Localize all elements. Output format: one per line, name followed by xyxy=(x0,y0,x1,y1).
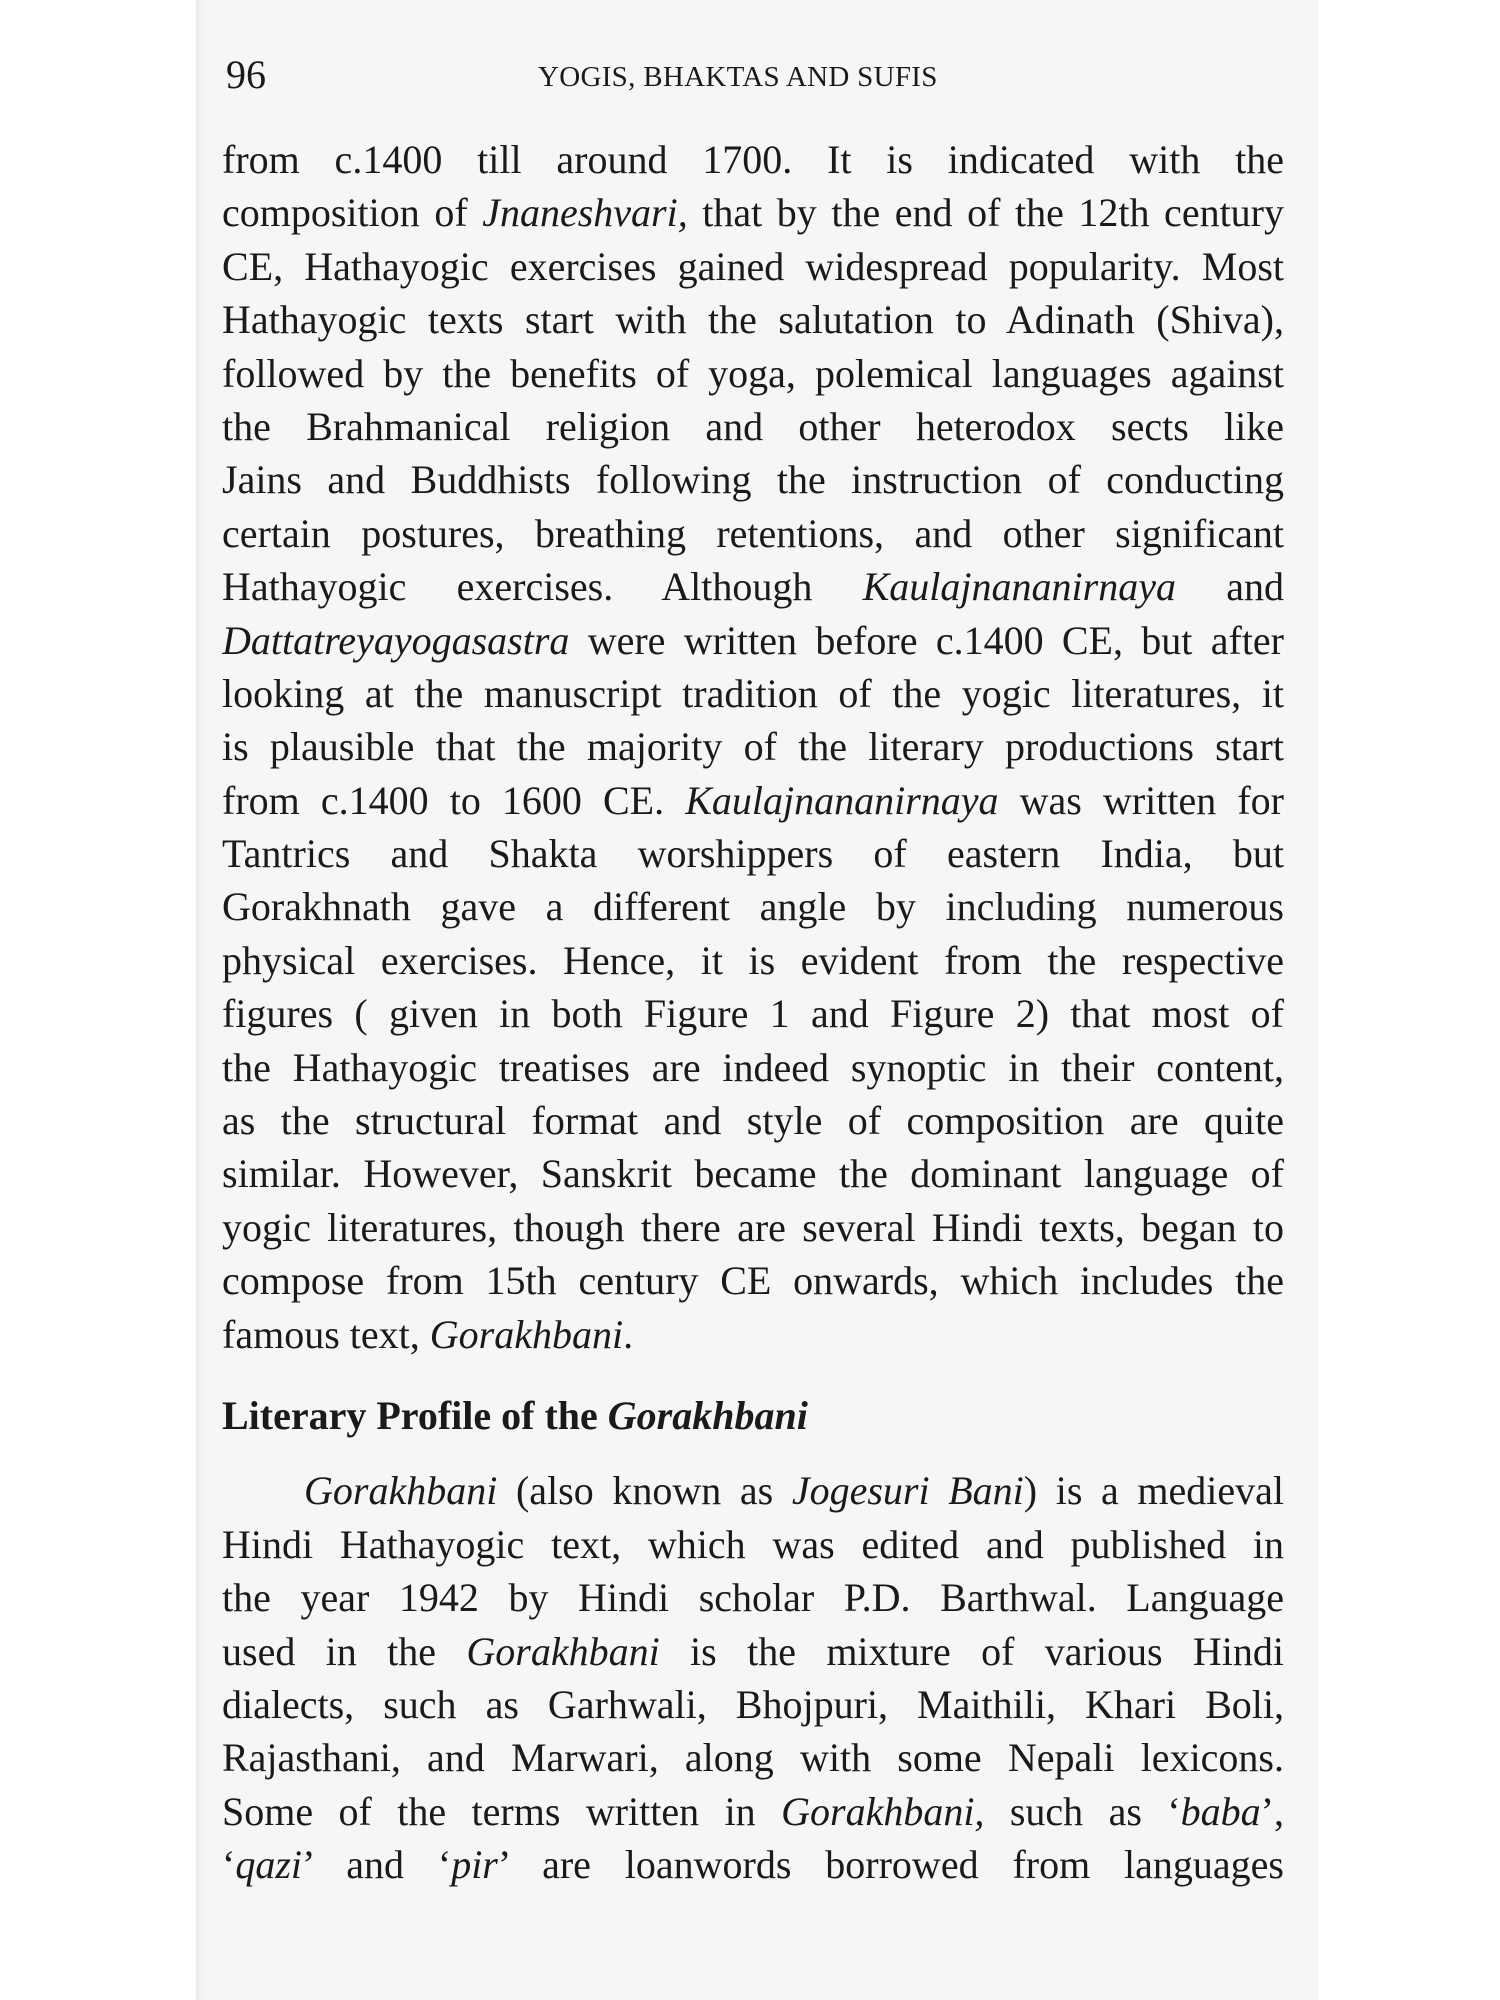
running-head xyxy=(226,50,1282,100)
text-line xyxy=(222,880,1284,933)
text-run: Tantrics and Shakta worshippers of eastern India, but xyxy=(222,831,1284,877)
text-line xyxy=(222,560,1284,613)
text-line xyxy=(222,614,1284,667)
text-line xyxy=(222,507,1284,560)
text-line xyxy=(222,1678,1284,1731)
text-line xyxy=(222,720,1284,773)
italic-text: baba xyxy=(1180,1788,1261,1834)
text-run: followed by the benefits of yoga, polemical languages against xyxy=(222,350,1284,396)
text-line xyxy=(222,1571,1284,1624)
italic-text: Gorakhbani xyxy=(304,1468,498,1514)
italic-text: Jogesuri Bani xyxy=(791,1468,1024,1514)
text-line xyxy=(222,987,1284,1040)
text-run: Hathayogic texts start with the salutation to Adinath (Shiva), xyxy=(222,297,1284,343)
text-line xyxy=(222,827,1284,880)
text-line xyxy=(222,667,1284,720)
text-run: were written before c.1400 CE, but after xyxy=(569,617,1284,663)
text-run: ’ are loanwords borrowed from languages xyxy=(497,1842,1284,1888)
text-run: composition of xyxy=(222,190,483,236)
text-run: was written for xyxy=(998,777,1284,823)
text-line xyxy=(222,774,1284,827)
text-line xyxy=(222,1201,1284,1254)
text-run: figures ( given in both Figure 1 and Figure 2) that most of xyxy=(222,991,1284,1037)
text-run: the year 1942 by Hindi scholar P.D. Barthwal. Language xyxy=(222,1575,1284,1621)
text-run: that by the end of the 12th century xyxy=(687,190,1284,236)
text-line xyxy=(222,1464,1284,1517)
body-text xyxy=(222,133,1284,1892)
paragraph-1 xyxy=(222,133,1284,1361)
text-run: and xyxy=(1175,564,1284,610)
text-line xyxy=(222,133,1284,186)
text-run: yogic literatures, though there are several Hindi texts, began to xyxy=(222,1204,1284,1250)
text-run: compose from 15th century CE onwards, which includes the xyxy=(222,1258,1284,1304)
section-heading xyxy=(222,1389,1284,1442)
text-run: similar. However, Sanskrit became the dominant language of xyxy=(222,1151,1284,1197)
text-run: looking at the manuscript tradition of the yogic literatures, it xyxy=(222,670,1284,716)
text-run: Jains and Buddhists following the instruction of conducting xyxy=(222,457,1284,503)
text-run: ‘ xyxy=(222,1842,236,1888)
text-run: Gorakhnath gave a different angle by including numerous xyxy=(222,884,1284,930)
italic-text: qazi xyxy=(235,1842,303,1888)
italic-text: Kaulajnananirnaya xyxy=(862,564,1176,610)
text-run: the Hathayogic treatises are indeed synoptic in their content, xyxy=(222,1044,1284,1090)
text-line xyxy=(222,1094,1284,1147)
text-run: Rajasthani, and Marwari, along with some Nepali lexicons. xyxy=(222,1735,1284,1781)
text-run: ’, xyxy=(1260,1788,1284,1834)
text-line xyxy=(222,1147,1284,1200)
section-heading-italic: Gorakhbani xyxy=(607,1392,808,1438)
text-line xyxy=(222,1838,1284,1891)
text-run: famous text, xyxy=(222,1311,430,1357)
section-heading-text: Literary Profile of the xyxy=(222,1392,608,1438)
text-line xyxy=(222,1518,1284,1571)
text-line xyxy=(222,1308,1284,1361)
italic-text: Jnaneshvari, xyxy=(482,190,688,236)
text-run: (also known as xyxy=(497,1468,792,1514)
text-run: ’ and ‘ xyxy=(302,1842,452,1888)
text-line xyxy=(222,186,1284,239)
text-run: from c.1400 till around 1700. It is indicated with the xyxy=(222,137,1284,182)
text-line xyxy=(222,1625,1284,1678)
text-run: such as ‘ xyxy=(984,1788,1181,1834)
paragraph-2 xyxy=(222,1464,1284,1891)
text-line xyxy=(222,453,1284,506)
text-line xyxy=(222,347,1284,400)
italic-text: Gorakhbani xyxy=(429,1311,624,1357)
text-line xyxy=(222,1785,1284,1838)
text-run: dialects, such as Garhwali, Bhojpuri, Maithili, Khari Boli, xyxy=(222,1681,1284,1727)
text-line xyxy=(222,293,1284,346)
text-line xyxy=(222,240,1284,293)
text-run: is plausible that the majority of the literary productions start xyxy=(222,724,1284,770)
text-run: physical exercises. Hence, it is evident from the respective xyxy=(222,937,1284,983)
text-line xyxy=(222,1731,1284,1784)
text-run: . xyxy=(623,1311,634,1357)
text-run: from c.1400 to 1600 CE. xyxy=(222,777,686,823)
text-run: Hathayogic exercises. Although xyxy=(222,564,863,610)
text-run: Some of the terms written in xyxy=(222,1788,782,1834)
text-run: used in the xyxy=(222,1628,467,1674)
text-run: the Brahmanical religion and other heterodox sects like xyxy=(222,403,1284,449)
text-line xyxy=(222,934,1284,987)
text-run: certain postures, breathing retentions, and other significant xyxy=(222,510,1284,556)
text-run: is the mixture of various Hindi xyxy=(659,1628,1284,1674)
text-run: ) is a medieval xyxy=(1023,1468,1284,1514)
text-run: as the structural format and style of composition are quite xyxy=(222,1098,1284,1144)
running-title: YOGIS, BHAKTAS AND SUFIS xyxy=(538,61,938,93)
italic-text: pir xyxy=(451,1842,498,1888)
text-line xyxy=(222,400,1284,453)
italic-text: Kaulajnananirnaya xyxy=(685,777,999,823)
text-line xyxy=(222,1254,1284,1307)
italic-text: Dattatreyayogasastra xyxy=(222,617,570,663)
page-number: 96 xyxy=(226,52,266,97)
italic-text: Gorakhbani, xyxy=(781,1788,985,1834)
italic-text: Gorakhbani xyxy=(466,1628,660,1674)
text-line xyxy=(222,1041,1284,1094)
text-run: CE, Hathayogic exercises gained widespread popularity. Most xyxy=(222,243,1284,289)
text-run: Hindi Hathayogic text, which was edited and published in xyxy=(222,1521,1284,1567)
